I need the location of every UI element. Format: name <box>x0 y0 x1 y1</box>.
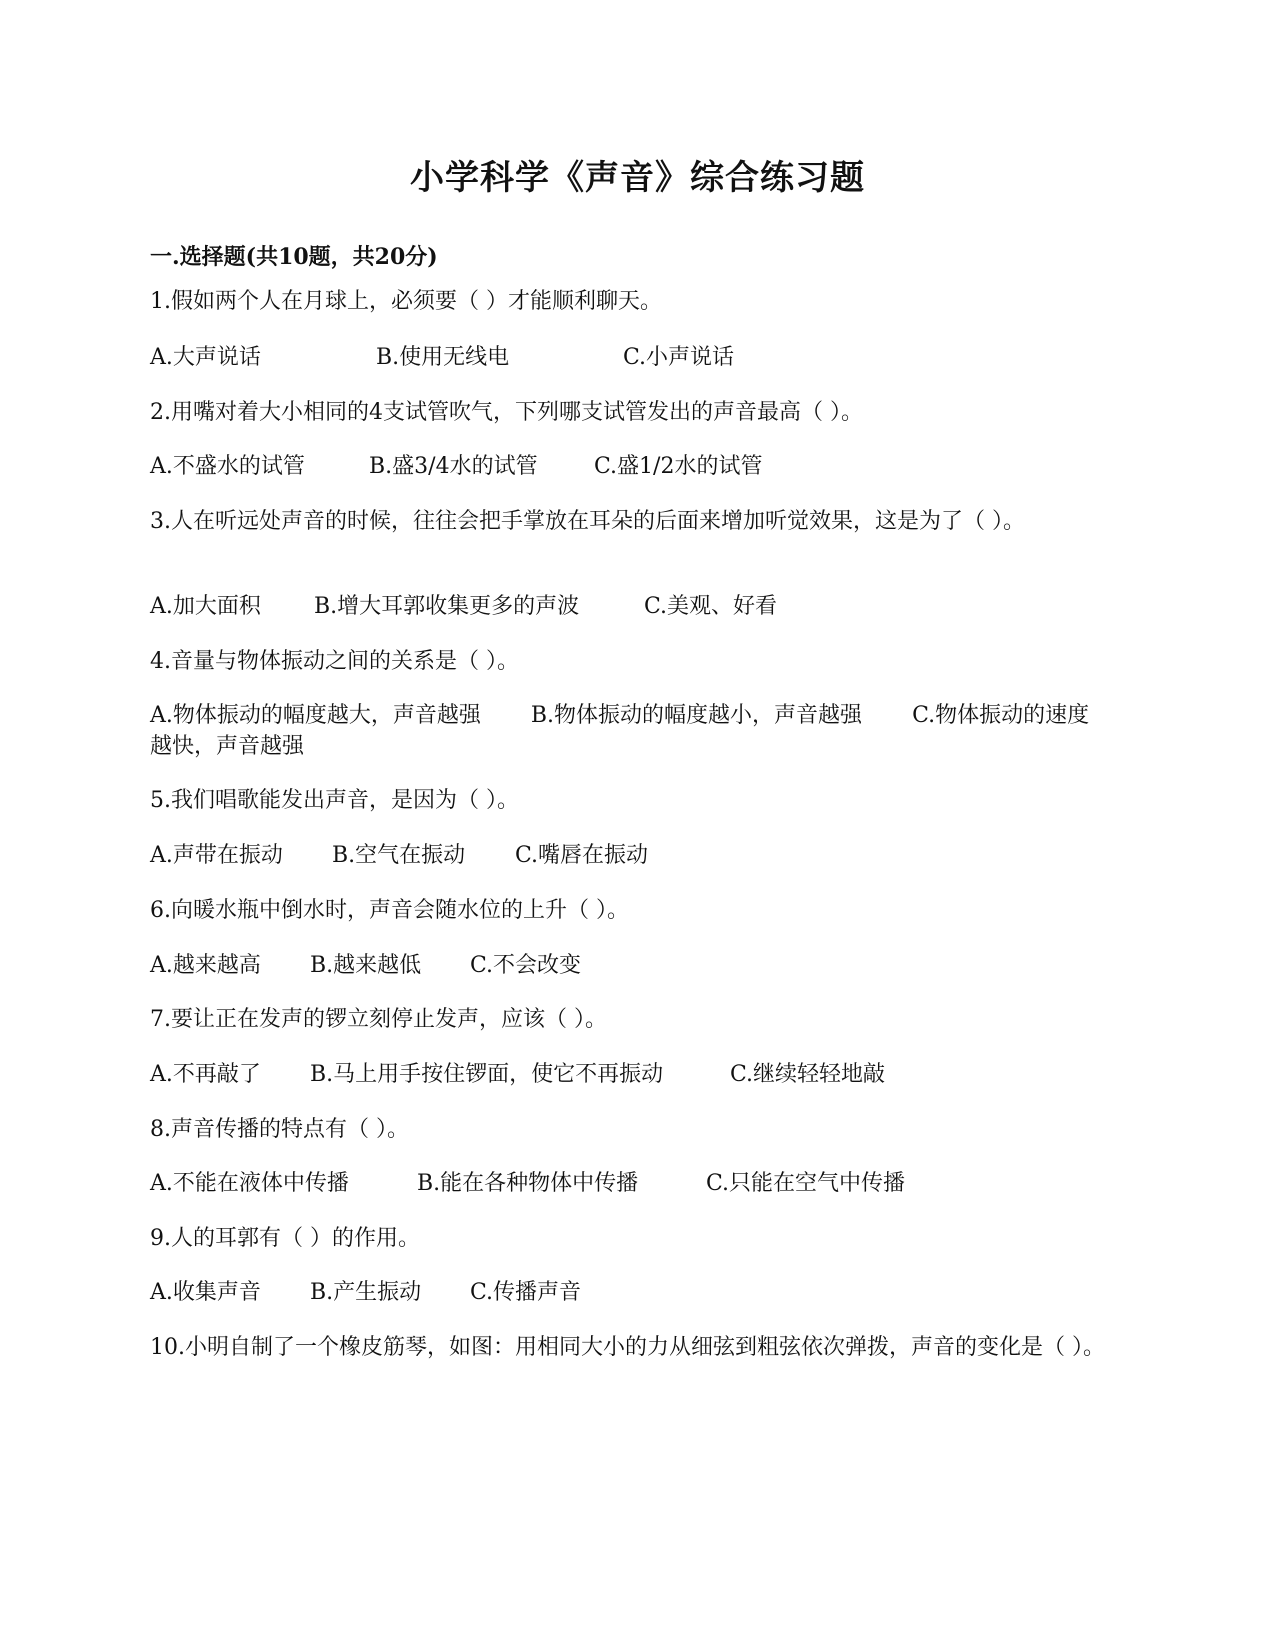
question-8-option-c: C.只能在空气中传播 <box>706 1171 906 1196</box>
question-2-option-a: A.不盛水的试管 <box>150 454 305 479</box>
question-1-stem: 1.假如两个人在月球上，必须要（ ）才能顺利聊天。 <box>150 289 662 314</box>
page-title: 小学科学《声音》综合练习题 <box>410 158 865 198</box>
question-2-option-c: C.盛1/2水的试管 <box>594 454 763 479</box>
question-6-option-c: C.不会改变 <box>470 953 582 978</box>
question-8-option-a: A.不能在液体中传播 <box>150 1171 349 1196</box>
question-1-options <box>150 342 1110 373</box>
question-3-option-a: A.加大面积 <box>150 594 261 619</box>
question-4-option-a: A.物体振动的幅度越大，声音越强 <box>150 703 481 728</box>
question-4-option-b: B.物体振动的幅度越小，声音越强 <box>530 703 863 728</box>
question-5-option-c: C.嘴唇在振动 <box>515 843 649 868</box>
question-2-option-b: B.盛3/4水的试管 <box>369 454 538 479</box>
question-1-option-c: C.小声说话 <box>623 345 735 370</box>
question-3-option-c: C.美观、好看 <box>644 594 778 619</box>
question-6-option-a: A.越来越高 <box>150 953 261 978</box>
question-2-options <box>150 451 1110 482</box>
question-5-options <box>150 840 1110 871</box>
question-10-stem: 10.小明自制了一个橡皮筋琴，如图：用相同大小的力从细弦到粗弦依次弹拨，声音的变化是（ ）。 <box>150 1335 1105 1360</box>
question-7-option-c: C.继续轻轻地敲 <box>730 1062 886 1087</box>
question-9-stem: 9.人的耳郭有（ ）的作用。 <box>150 1226 420 1251</box>
question-3-option-b: B.增大耳郭收集更多的声波 <box>314 594 580 619</box>
question-9-option-c: C.传播声音 <box>470 1280 582 1305</box>
question-3-options <box>150 591 1110 622</box>
question-7-options <box>150 1059 1110 1090</box>
question-5-option-a: A.声带在振动 <box>150 843 283 868</box>
question-2-stem: 2.用嘴对着大小相同的4支试管吹气，下列哪支试管发出的声音最高（ ）。 <box>150 400 863 425</box>
question-6-option-b: B.越来越低 <box>310 953 422 978</box>
question-6-options <box>150 950 1110 981</box>
question-8-option-b: B.能在各种物体中传播 <box>417 1171 639 1196</box>
question-7-option-b: B.马上用手按住锣面，使它不再振动 <box>310 1062 664 1087</box>
question-5-stem: 5.我们唱歌能发出声音，是因为（ ）。 <box>150 788 519 813</box>
question-8-options <box>150 1168 1110 1199</box>
question-1-option-b: B.使用无线电 <box>376 345 510 370</box>
question-7-stem: 7.要让正在发声的锣立刻停止发声，应该（ ）。 <box>150 1007 607 1032</box>
question-4-option-c: C.物体振动的速度越快，声音越强 <box>150 703 1090 759</box>
question-7-option-a: A.不再敲了 <box>150 1062 261 1087</box>
question-5-option-b: B.空气在振动 <box>332 843 466 868</box>
question-3-stem: 3.人在听远处声音的时候，往往会把手掌放在耳朵的后面来增加听觉效果，这是为了（ ）。 <box>150 509 1025 534</box>
question-9-option-b: B.产生振动 <box>310 1280 422 1305</box>
question-8-stem: 8.声音传播的特点有（ ）。 <box>150 1117 409 1142</box>
question-9-options <box>150 1277 1110 1308</box>
question-6-stem: 6.向暖水瓶中倒水时，声音会随水位的上升（ ）。 <box>150 898 629 923</box>
question-9-option-a: A.收集声音 <box>150 1280 261 1305</box>
section-heading: 一.选择题(共10题，共20分) <box>150 244 438 270</box>
question-1-option-a: A.大声说话 <box>150 345 261 370</box>
question-4-stem: 4.音量与物体振动之间的关系是（ ）。 <box>150 649 519 674</box>
question-4-options <box>150 700 1110 762</box>
